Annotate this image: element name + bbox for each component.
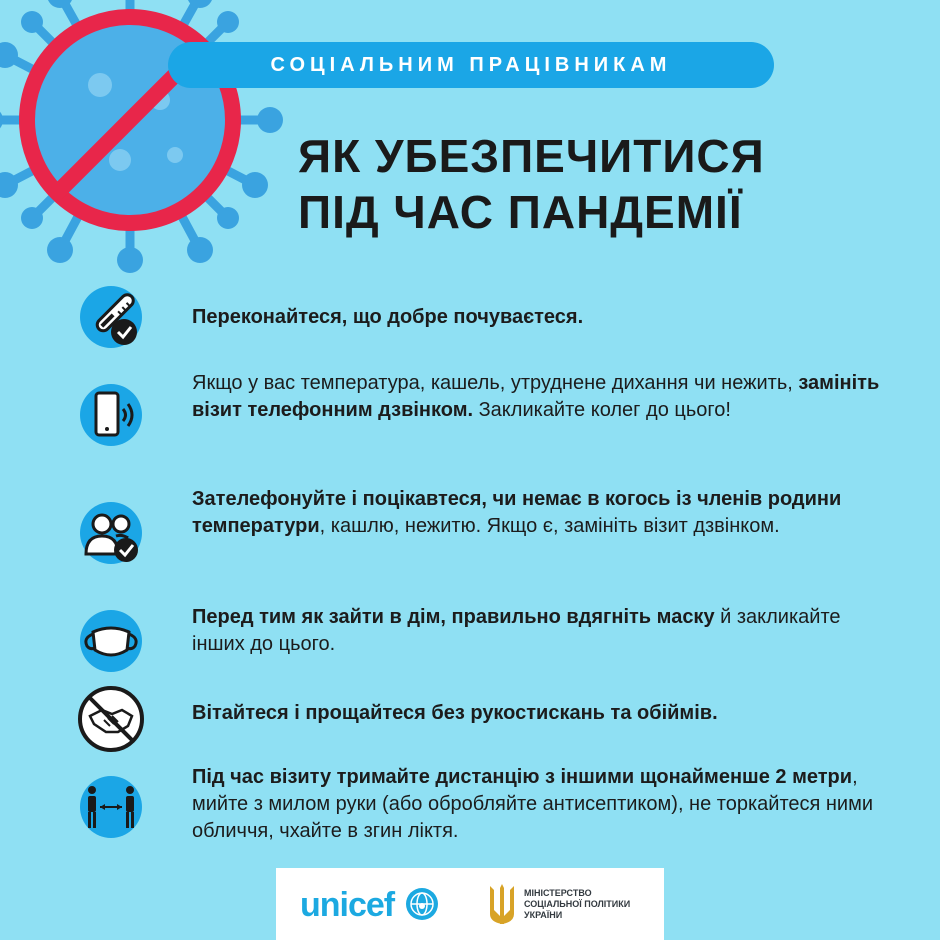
tip-text-part: Закликайте колег до цього! xyxy=(473,399,731,421)
title-line-1: ЯК УБЕЗПЕЧИТИСЯ xyxy=(298,130,765,182)
ministry-line-3: УКРАЇНИ xyxy=(524,910,563,920)
ministry-logo-text xyxy=(524,888,664,921)
tip-text-part: Переконайтеся, що добре почуваєтеся. xyxy=(192,306,584,328)
tip-text-part: Зателефонуйте і поцікавтеся, чи немає в когось із членів родини температури xyxy=(192,488,842,537)
coat-of-arms-icon xyxy=(488,882,516,926)
tip-text xyxy=(192,604,892,658)
unicef-globe-icon xyxy=(404,886,440,922)
ministry-line-1: МІНІСТЕРСТВО xyxy=(524,888,592,898)
thermometer-check-icon xyxy=(78,284,144,350)
tip-text-part: Під час візиту тримайте дистанцію з іншими щонайменше 2 метри xyxy=(192,766,853,788)
tip-text xyxy=(192,304,892,331)
family-check-icon xyxy=(78,500,144,566)
tip-text xyxy=(192,700,892,727)
partner-logos xyxy=(276,868,664,940)
tip-text-part: Перед тим як зайти в дім, правильно вдягніть маску xyxy=(192,606,715,628)
ministry-line-2: СОЦІАЛЬНОЇ ПОЛІТИКИ xyxy=(524,899,631,909)
page-title xyxy=(298,128,858,240)
tip-text xyxy=(192,764,892,845)
tip-text-part: й закликайте інших до цього. xyxy=(192,606,841,655)
social-distance-icon xyxy=(78,774,144,840)
unicef-logo: unicef xyxy=(300,886,395,924)
phone-call-icon xyxy=(78,382,144,448)
tip-text-part: Вітайтеся і прощайтеся без рукостискань та обіймів. xyxy=(192,702,718,724)
tip-text-part: , мийте з милом руки (або обробляйте антисептиком), не торкайтеся ними обличчя, чхайте в згин ліктя. xyxy=(192,766,874,842)
tip-text-part: замініть візит телефонним дзвінком. xyxy=(192,372,880,421)
tip-text xyxy=(192,486,892,540)
no-handshake-icon xyxy=(78,686,144,752)
tip-text xyxy=(192,370,892,424)
tip-text-part: , кашлю, нежитю. Якщо є, замініть візит дзвінком. xyxy=(319,515,780,537)
face-mask-icon xyxy=(78,608,144,674)
tip-text-part: Якщо у вас температура, кашель, утруднене дихання чи нежить, xyxy=(192,372,799,394)
audience-banner: СОЦІАЛЬНИМ ПРАЦІВНИКАМ xyxy=(168,42,774,88)
title-line-2: ПІД ЧАС ПАНДЕМІЇ xyxy=(298,186,743,238)
